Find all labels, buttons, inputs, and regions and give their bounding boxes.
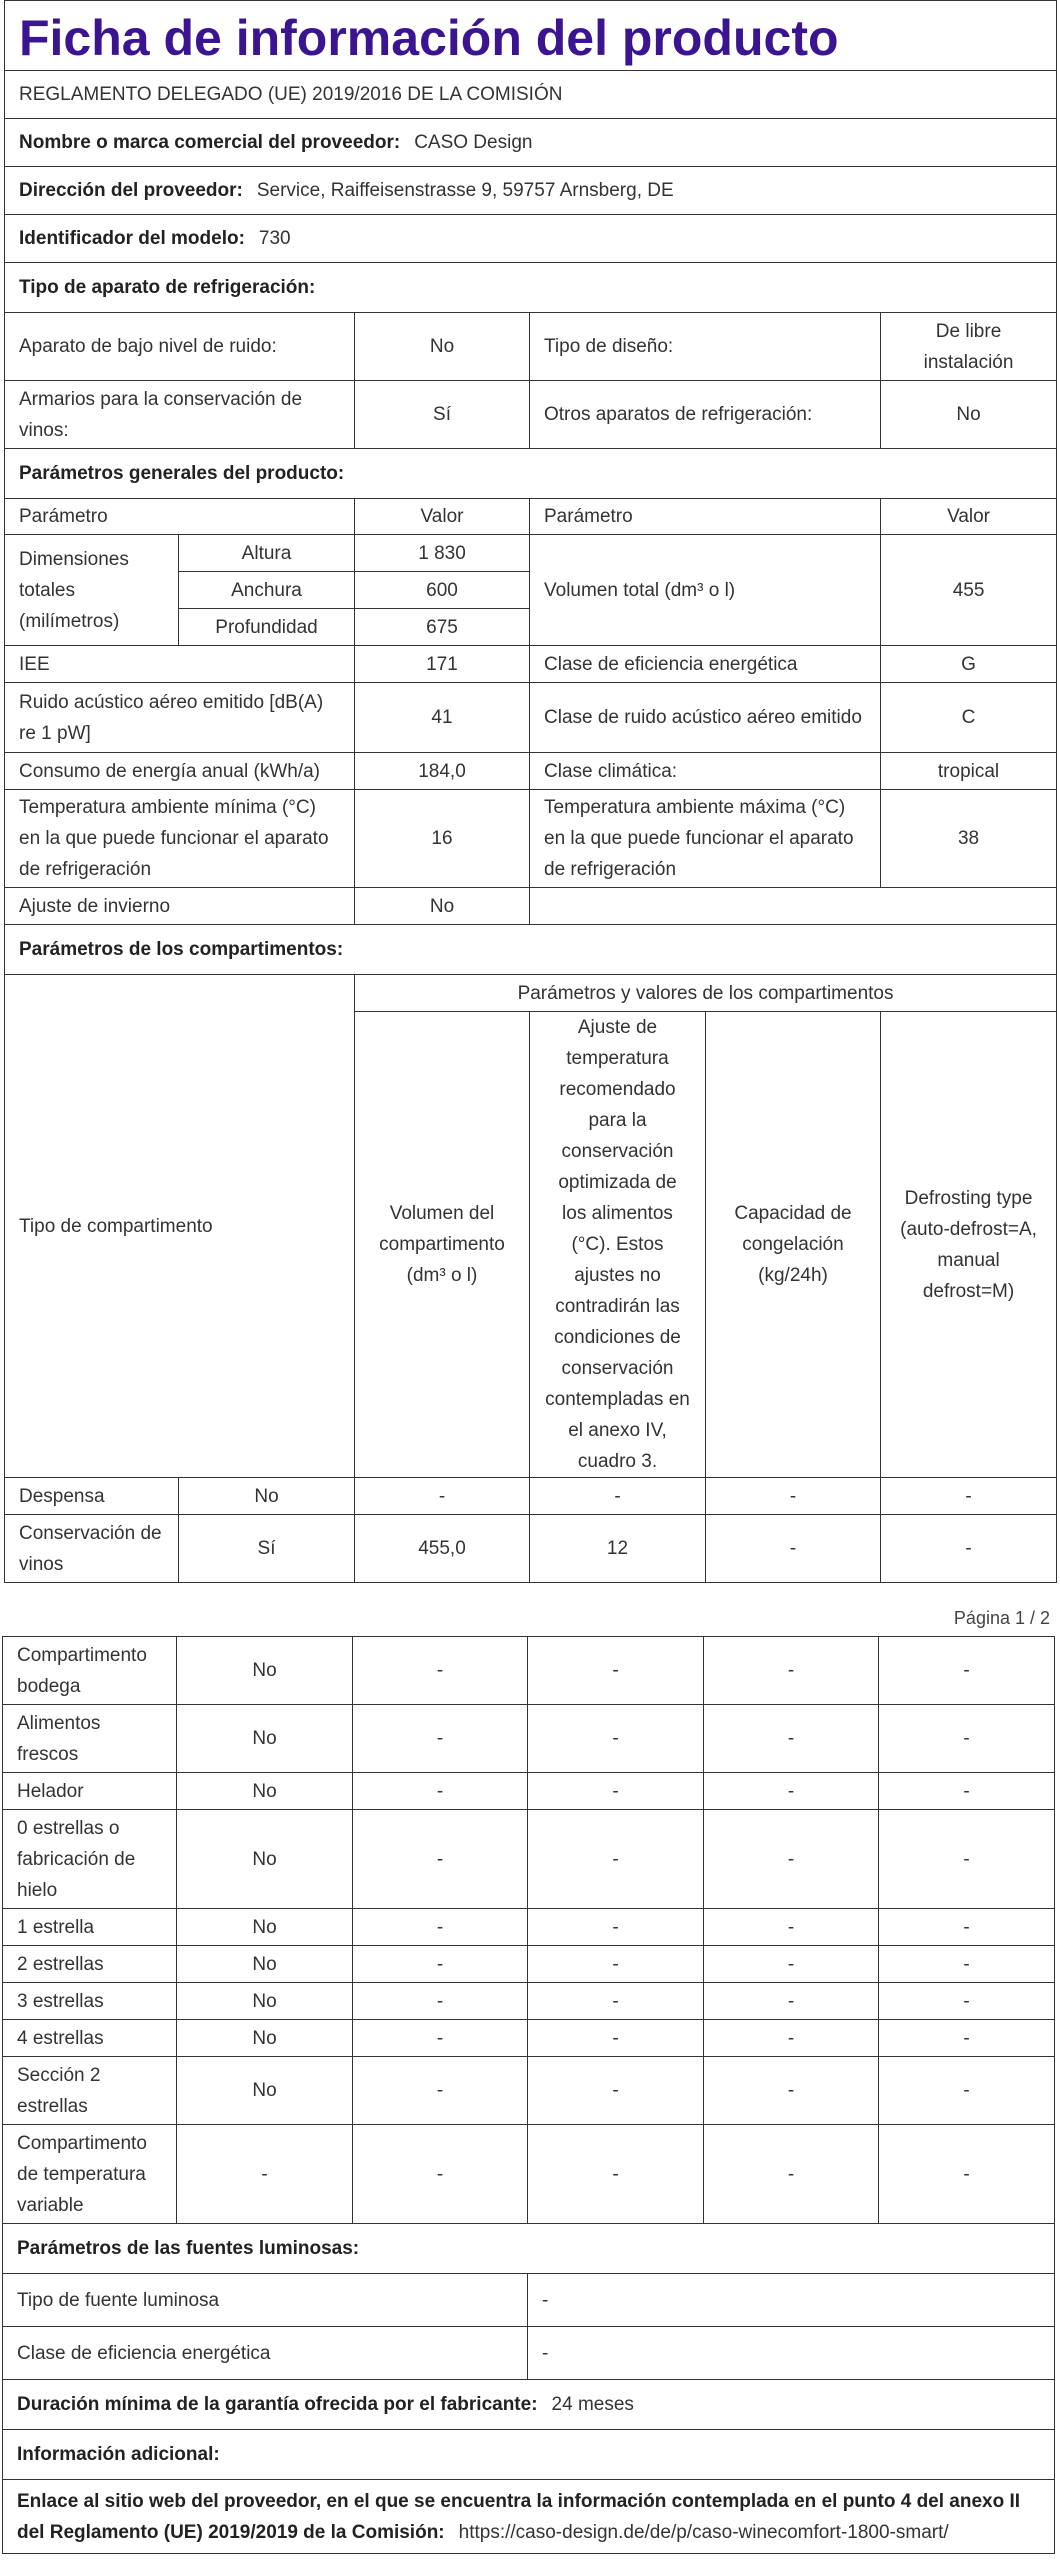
- noise-value: 41: [355, 683, 530, 753]
- light-class-label: Clase de eficiencia energética: [3, 2327, 528, 2380]
- compartment-name: Alimentos frescos: [3, 1705, 177, 1773]
- compartment-present: No: [177, 1637, 353, 1705]
- appliance-type-heading: Tipo de aparato de refrigeración:: [5, 263, 1057, 313]
- width-value: 600: [355, 572, 530, 609]
- compartment-name: Sección 2 estrellas: [3, 2057, 177, 2125]
- compartment-temp: -: [528, 1946, 704, 1983]
- compartment-temp: -: [528, 2125, 704, 2224]
- compartment-freezing: -: [704, 1946, 879, 1983]
- additional-info-heading: Información adicional:: [3, 2430, 1055, 2480]
- compartment-defrost: -: [881, 1515, 1057, 1583]
- compartment-present: No: [177, 1810, 353, 1909]
- supplier-link-label: Enlace al sitio web del proveedor, en el que se encuentra la información contemplada en el punto 4 del anexo II del Reglamento (UE) 2019/2019 de la Comisión:: [17, 2490, 1021, 2543]
- eei-value: 171: [355, 646, 530, 683]
- general-params-heading: Parámetros generales del producto:: [5, 449, 1057, 499]
- model-row: [5, 215, 1057, 263]
- defrost-type-header: Defrosting type (auto-defrost=A, manual defrost=M): [881, 1012, 1057, 1478]
- noise-class-label: Clase de ruido acústico aéreo emitido: [530, 683, 881, 753]
- other-appliances-value: No: [881, 381, 1057, 449]
- compartment-rows-page-2: [3, 1637, 1055, 2224]
- compartment-name: Compartimento de temperatura variable: [3, 2125, 177, 2224]
- temp-setting-header: Ajuste de temperatura recomendado para la conservación optimizada de los alimentos (°C). Estos ajustes no contradirán las condiciones de conservación contempladas en el anexo IV, cuadro 3.: [530, 1012, 706, 1478]
- height-label: Altura: [179, 535, 355, 572]
- max-temp-label: Temperatura ambiente máxima (°C) en la que puede funcionar el aparato de refrigeración: [530, 790, 881, 888]
- compartment-present: No: [177, 1909, 353, 1946]
- page-title: Ficha de información del producto: [5, 1, 1057, 71]
- compartment-freezing: -: [704, 1637, 879, 1705]
- compartment-volume: -: [353, 1909, 528, 1946]
- supplier-link-url[interactable]: https://caso-design.de/de/p/caso-winecomfort-1800-smart/: [458, 2521, 949, 2543]
- regulation-subtitle: REGLAMENTO DELEGADO (UE) 2019/2016 DE LA COMISIÓN: [5, 71, 1057, 119]
- eei-label: IEE: [5, 646, 355, 683]
- compartment-defrost: -: [879, 1773, 1055, 1810]
- compartment-present: No: [177, 1983, 353, 2020]
- climate-class-label: Clase climática:: [530, 753, 881, 790]
- compartment-defrost: -: [879, 1909, 1055, 1946]
- warranty-label: Duración mínima de la garantía ofrecida por el fabricante:: [17, 2394, 538, 2415]
- compartment-temp: -: [528, 1637, 704, 1705]
- compartment-defrost: -: [879, 1946, 1055, 1983]
- compartment-freezing: -: [704, 1810, 879, 1909]
- compartment-defrost: -: [879, 2020, 1055, 2057]
- product-info-table-page-2: [2, 1636, 1055, 2554]
- total-volume-label: Volumen total (dm³ o l): [530, 535, 881, 646]
- energy-class-label: Clase de eficiencia energética: [530, 646, 881, 683]
- compartment-present: No: [177, 1946, 353, 1983]
- supplier-address-value: Service, Raiffeisenstrasse 9, 59757 Arnsberg, DE: [256, 180, 674, 201]
- compartment-temp: -: [528, 1810, 704, 1909]
- compartment-defrost: -: [879, 1983, 1055, 2020]
- compartment-name: 1 estrella: [3, 1909, 177, 1946]
- compartment-name: 4 estrellas: [3, 2020, 177, 2057]
- compartment-temp: -: [528, 2020, 704, 2057]
- compartment-defrost: -: [879, 2057, 1055, 2125]
- compartment-defrost: -: [879, 1810, 1055, 1909]
- wine-cabinet-value: Sí: [355, 381, 530, 449]
- winter-setting-value: No: [355, 888, 530, 925]
- compartment-freezing: -: [704, 1705, 879, 1773]
- light-sources-heading: Parámetros de las fuentes luminosas:: [3, 2224, 1055, 2274]
- empty-cell: [530, 888, 1057, 925]
- compartment-temp: -: [530, 1478, 706, 1515]
- page-2: [2, 1636, 1054, 2554]
- compartment-freezing: -: [704, 1983, 879, 2020]
- annual-energy-value: 184,0: [355, 753, 530, 790]
- compartment-temp: -: [528, 1983, 704, 2020]
- compartment-volume: -: [353, 2125, 528, 2224]
- freezing-capacity-header: Capacidad de congelación (kg/24h): [706, 1012, 881, 1478]
- supplier-address-row: [5, 167, 1057, 215]
- compartment-temp: 12: [530, 1515, 706, 1583]
- other-appliances-label: Otros aparatos de refrigeración:: [530, 381, 881, 449]
- compartment-volume: -: [353, 1810, 528, 1909]
- supplier-name-label: Nombre o marca comercial del proveedor:: [19, 132, 401, 153]
- compartment-name: 3 estrellas: [3, 1983, 177, 2020]
- warranty-row: [3, 2380, 1055, 2430]
- light-type-label: Tipo de fuente luminosa: [3, 2274, 528, 2327]
- climate-class-value: tropical: [881, 753, 1057, 790]
- value-column-header: Valor: [355, 499, 530, 535]
- winter-setting-label: Ajuste de invierno: [5, 888, 355, 925]
- light-type-value: -: [528, 2274, 1055, 2327]
- design-type-label: Tipo de diseño:: [530, 313, 881, 381]
- low-noise-value: No: [355, 313, 530, 381]
- compartment-present: No: [177, 1705, 353, 1773]
- low-noise-label: Aparato de bajo nivel de ruido:: [5, 313, 355, 381]
- compartment-freezing: -: [706, 1478, 881, 1515]
- compartment-present: No: [179, 1478, 355, 1515]
- dimensions-label: Dimensiones totales (milímetros): [5, 535, 179, 646]
- compartment-freezing: -: [704, 2057, 879, 2125]
- compartment-defrost: -: [881, 1478, 1057, 1515]
- compartment-temp: -: [528, 1773, 704, 1810]
- light-class-value: -: [528, 2327, 1055, 2380]
- compartment-name: Compartimento bodega: [3, 1637, 177, 1705]
- compartment-volume: 455,0: [355, 1515, 530, 1583]
- page-1: [4, 0, 1056, 1583]
- wine-cabinet-label: Armarios para la conservación de vinos:: [5, 381, 355, 449]
- compartment-volume: -: [353, 1946, 528, 1983]
- param-column-header-2: Parámetro: [530, 499, 881, 535]
- compartment-freezing: -: [704, 2125, 879, 2224]
- compartment-volume: -: [353, 1773, 528, 1810]
- compartment-volume: -: [353, 2057, 528, 2125]
- compartment-defrost: -: [879, 1637, 1055, 1705]
- total-volume-value: 455: [881, 535, 1057, 646]
- min-temp-label: Temperatura ambiente mínima (°C) en la que puede funcionar el aparato de refrigeración: [5, 790, 355, 888]
- compartment-temp: -: [528, 2057, 704, 2125]
- compartment-freezing: -: [704, 1909, 879, 1946]
- compartments-heading: Parámetros de los compartimentos:: [5, 925, 1057, 975]
- supplier-name-value: CASO Design: [414, 132, 533, 153]
- width-label: Anchura: [179, 572, 355, 609]
- compartment-temp: -: [528, 1909, 704, 1946]
- compartment-freezing: -: [706, 1515, 881, 1583]
- compartment-freezing: -: [704, 2020, 879, 2057]
- height-value: 1 830: [355, 535, 530, 572]
- compartment-type-header: Tipo de compartimento: [5, 975, 355, 1478]
- compartment-name: Conservación de vinos: [5, 1515, 179, 1583]
- compartment-present: -: [177, 2125, 353, 2224]
- compartment-name: Helador: [3, 1773, 177, 1810]
- design-type-value: De libre instalación: [881, 313, 1057, 381]
- noise-label: Ruido acústico aéreo emitido [dB(A) re 1 pW]: [5, 683, 355, 753]
- model-label: Identificador del modelo:: [19, 228, 245, 249]
- value-column-header-2: Valor: [881, 499, 1057, 535]
- compartment-volume: -: [353, 1637, 528, 1705]
- compartment-present: Sí: [179, 1515, 355, 1583]
- compartment-freezing: -: [704, 1773, 879, 1810]
- compartment-volume: -: [353, 1983, 528, 2020]
- compartment-volume: -: [353, 2020, 528, 2057]
- noise-class-value: C: [881, 683, 1057, 753]
- compartment-temp: -: [528, 1705, 704, 1773]
- supplier-name-row: [5, 119, 1057, 167]
- light-and-warranty-section: [3, 2224, 1055, 2554]
- min-temp-value: 16: [355, 790, 530, 888]
- compartment-volume: -: [353, 1705, 528, 1773]
- compartment-present: No: [177, 1773, 353, 1810]
- compartment-present: No: [177, 2020, 353, 2057]
- param-column-header: Parámetro: [5, 499, 355, 535]
- page-number: Página 1 / 2: [953, 1608, 1050, 1628]
- supplier-address-label: Dirección del proveedor:: [19, 180, 243, 201]
- supplier-link-row: [3, 2480, 1055, 2554]
- compartment-name: Despensa: [5, 1478, 179, 1515]
- compartment-params-header: Parámetros y valores de los compartimentos: [355, 975, 1057, 1012]
- compartment-volume: -: [355, 1478, 530, 1515]
- model-value: 730: [258, 228, 291, 249]
- product-info-table-page-1: [4, 0, 1057, 1583]
- max-temp-value: 38: [881, 790, 1057, 888]
- annual-energy-label: Consumo de energía anual (kWh/a): [5, 753, 355, 790]
- compartment-defrost: -: [879, 2125, 1055, 2224]
- compartment-present: No: [177, 2057, 353, 2125]
- depth-value: 675: [355, 609, 530, 646]
- warranty-value: 24 meses: [551, 2394, 634, 2415]
- energy-class-value: G: [881, 646, 1057, 683]
- compartment-name: 2 estrellas: [3, 1946, 177, 1983]
- depth-label: Profundidad: [179, 609, 355, 646]
- compartment-name: 0 estrellas o fabricación de hielo: [3, 1810, 177, 1909]
- volume-header: Volumen del compartimento (dm³ o l): [355, 1012, 530, 1478]
- compartment-defrost: -: [879, 1705, 1055, 1773]
